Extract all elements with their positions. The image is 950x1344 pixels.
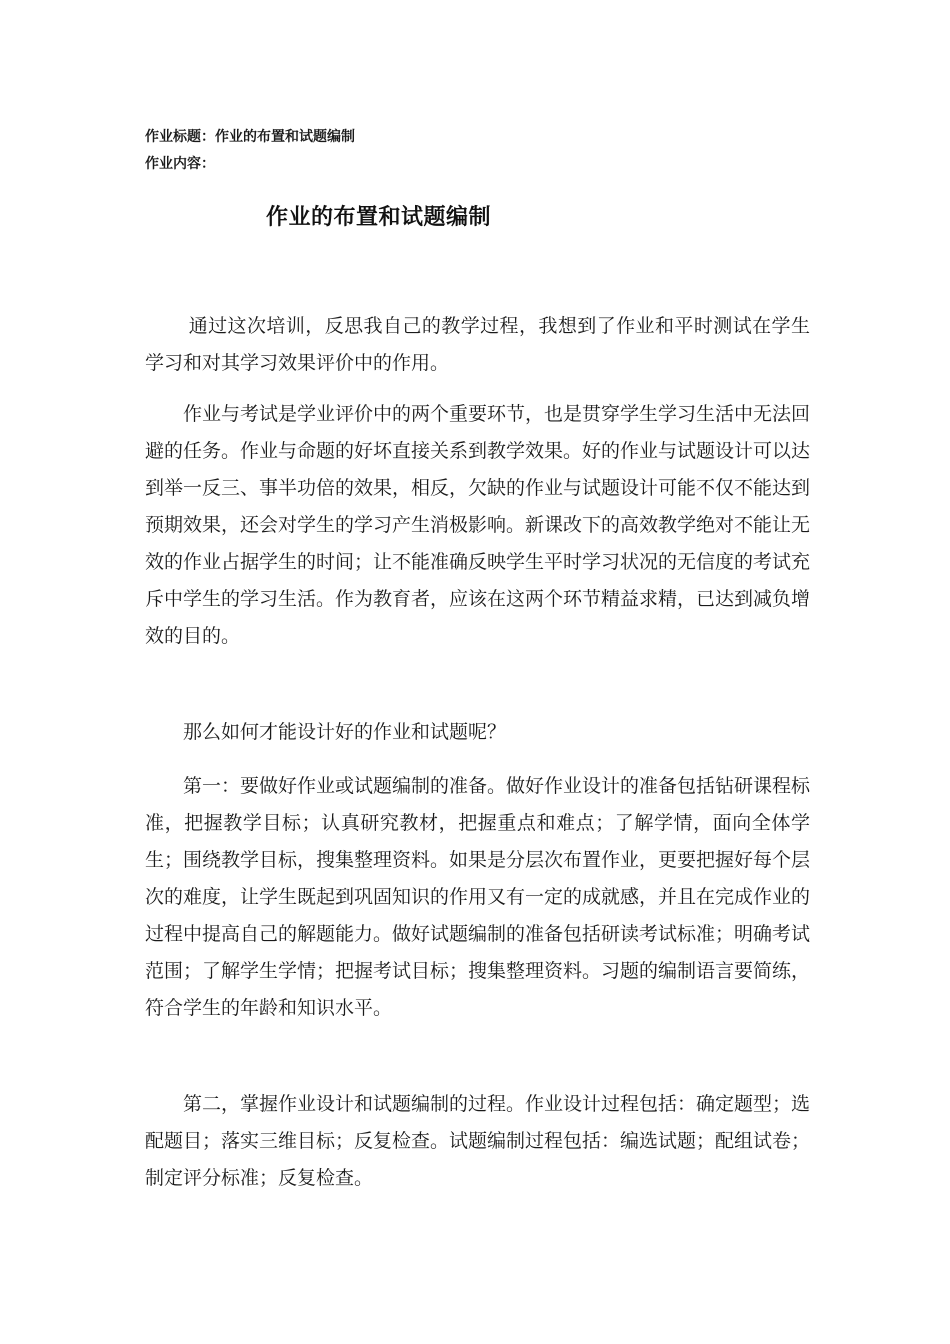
paragraph-question: 那么如何才能设计好的作业和试题呢？ [183,721,507,743]
paragraph-importance: 作业与考试是学业评价中的两个重要环节，也是贯穿学生学习生活中无法回避的任务。作业与命题的好坏直接关系到教学效果。好的作业与试题设计可以达到举一反三、事半功倍的效果，相反，欠缺的作业与试题设计可能不仅不能达到预期效果，还会对学生的学习产生消极影响。新课改下的高效教学绝对不能让无效的作业占据学生的时间；让不能准确反映学生平时学习状况的无信度的考试充斥中学生的学习生活。作为教育者，应该在这两个环节精益求精，已达到减负增效的目的。 [145,403,811,647]
paragraph-intro: 通过这次培训，反思我自己的教学过程，我想到了作业和平时测试在学生学习和对其学习效果评价中的作用。 [145,315,810,374]
assignment-meta [145,124,355,178]
assignment-content-label: 作业内容： [145,156,215,172]
document-title: 作业的布置和试题编制 [266,205,492,230]
assignment-title-line: 作业标题：作业的布置和试题编制 [145,129,355,145]
paragraph-second-point: 第二，掌握作业设计和试题编制的过程。作业设计过程包括：确定题型；选配题目；落实三维目标；反复检查。试题编制过程包括：编选试题；配组试卷；制定评分标准；反复检查。 [145,1093,811,1189]
paragraph-first-point: 第一：要做好作业或试题编制的准备。做好作业设计的准备包括钻研课程标准，把握教学目标；认真研究教材，把握重点和难点；了解学情，面向全体学生；围绕教学目标，搜集整理资料。如果是分层次布置作业，更要把握好每个层次的难度，让学生既起到巩固知识的作用又有一定的成就感，并且在完成作业的过程中提高自己的解题能力。做好试题编制的准备包括研读考试标准；明确考试范围；了解学生学情；把握考试目标；搜集整理资料。习题的编制语言要简练，符合学生的年龄和知识水平。 [145,775,811,1019]
